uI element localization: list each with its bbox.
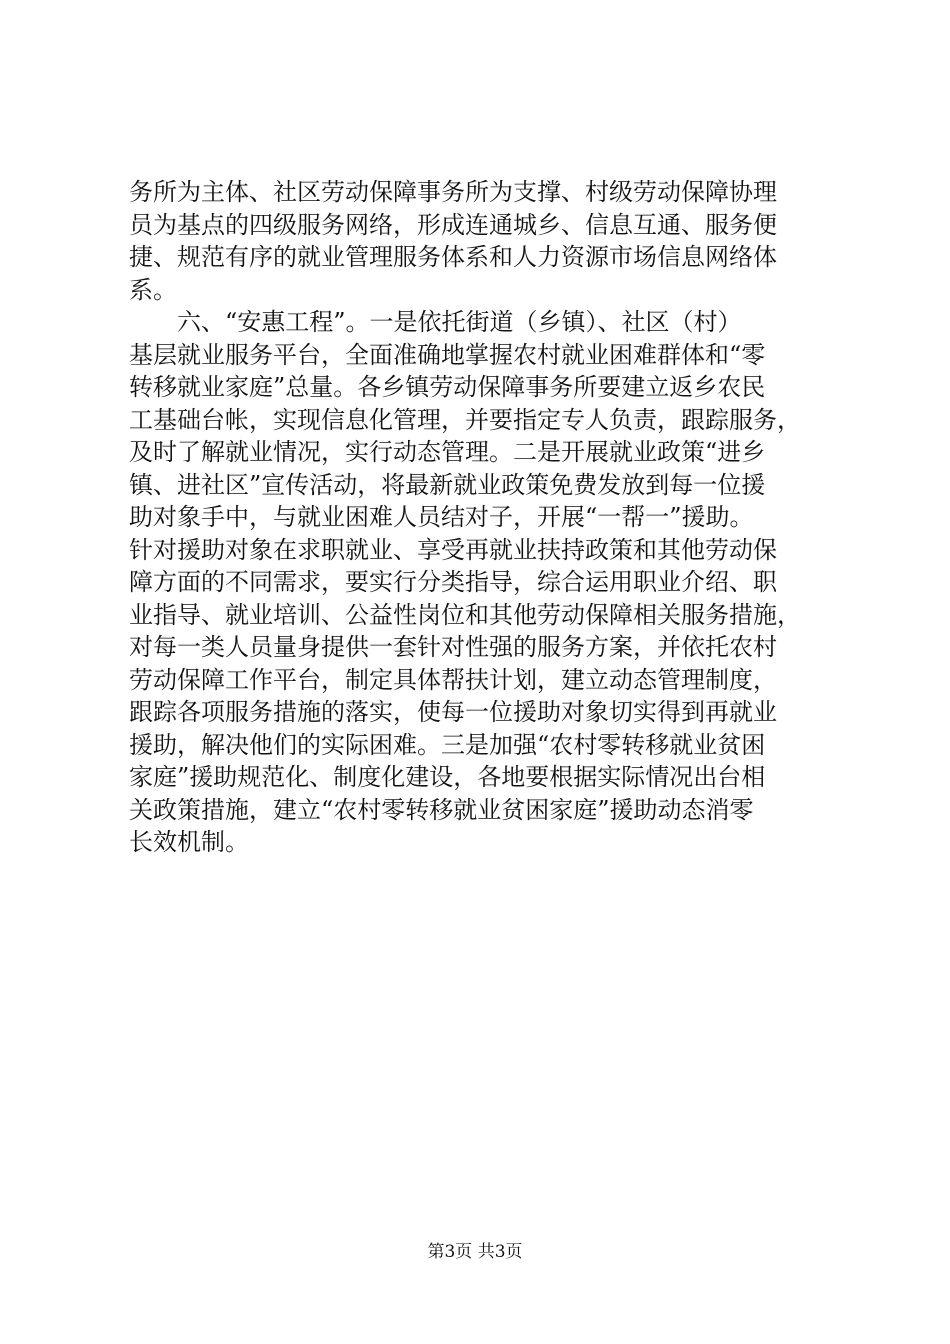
text-line: 业指导、就业培训、公益性岗位和其他劳动保障相关服务措施， <box>129 600 801 629</box>
text-line: 对每一类人员量身提供一套针对性强的服务方案，并依托农村 <box>129 633 777 661</box>
text-line: 捷、规范有序的就业管理服务体系和人力资源市场信息网络体 <box>129 243 777 271</box>
text-line: 跟踪各项服务措施的落实，使每一位援助对象切实得到再就业 <box>129 698 777 726</box>
text-line: 针对援助对象在求职就业、享受再就业扶持政策和其他劳动保 <box>129 535 777 564</box>
text-line: 转移就业家庭”总量。各乡镇劳动保障事务所要建立返乡农民 <box>129 373 766 401</box>
text-line: 障方面的不同需求，要实行分类指导，综合运用职业介绍、职 <box>129 568 777 596</box>
text-line: 务所为主体、社区劳动保障事务所为支撑、村级劳动保障协理 <box>129 178 777 206</box>
text-line: 镇、进社区”宣传活动，将最新就业政策免费发放到每一位援 <box>129 470 766 499</box>
page-footer <box>0 1240 950 1264</box>
text-line: 员为基点的四级服务网络，形成连通城乡、信息互通、服务便 <box>129 210 777 239</box>
text-line: 长效机制。 <box>129 828 249 856</box>
body-text <box>129 176 829 859</box>
text-line: 及时了解就业情况，实行动态管理。二是开展就业政策“进乡 <box>129 438 766 466</box>
text-line: 基层就业服务平台，全面准确地掌握农村就业困难群体和“零 <box>129 340 766 369</box>
text-line: 援助，解决他们的实际困难。三是加强“农村零转移就业贫困 <box>129 730 766 759</box>
text-line: 工基础台帐，实现信息化管理，并要指定专人负责，跟踪服务， <box>129 405 801 434</box>
text-line: 关政策措施，建立“农村零转移就业贫困家庭”援助动态消零 <box>129 795 754 824</box>
text-line: 系。 <box>129 275 177 304</box>
text-line: 家庭”援助规范化、制度化建设，各地要根据实际情况出台相 <box>129 763 766 791</box>
text-line: 六、“安惠工程”。一是依托街道（乡镇）、社区（村） <box>129 308 742 336</box>
text-line: 劳动保障工作平台，制定具体帮扶计划，建立动态管理制度， <box>129 665 777 694</box>
text-line: 助对象手中，与就业困难人员结对子，开展“一帮一”援助。 <box>129 503 754 531</box>
page-number: 第3页 共3页 <box>427 1242 523 1262</box>
